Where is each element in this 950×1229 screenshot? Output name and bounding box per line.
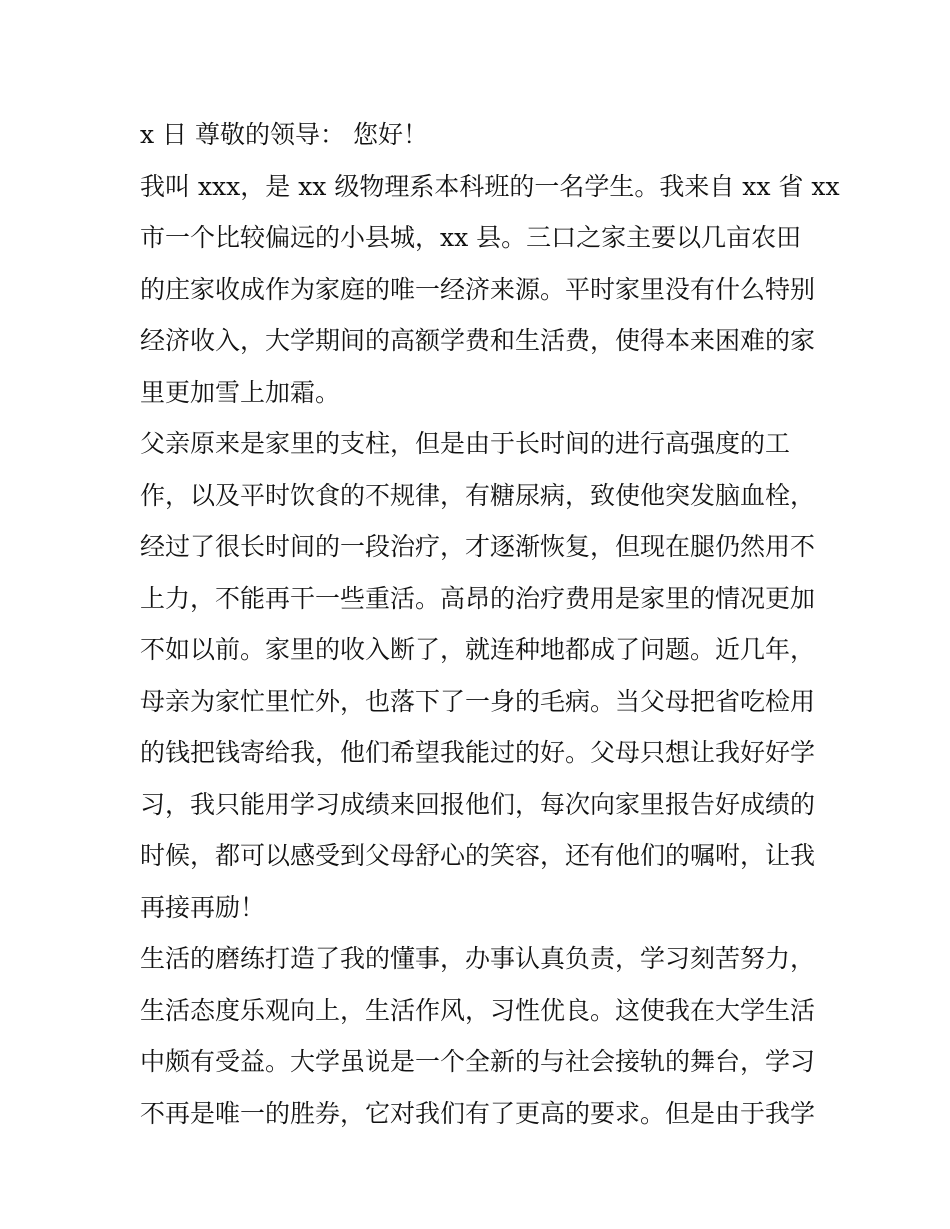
text-line: 的钱把钱寄给我，他们希望我能过的好。父母只想让我好好学 xyxy=(140,738,816,767)
text-line: 的庄家收成作为家庭的唯一经济来源。平时家里没有什么特别 xyxy=(140,274,816,304)
text-line: 经过了很长时间的一段治疗，才逐渐恢复，但现在腿仍然用不 xyxy=(140,532,816,561)
text-line: 生活态度乐观向上，生活作风，习性优良。这使我在大学生活 xyxy=(140,995,816,1025)
text-line: 父亲原来是家里的支柱，但是由于长时间的进行高强度的工 xyxy=(140,429,791,458)
salutation-line: x 日 尊敬的领导： 您好！ xyxy=(140,120,428,149)
text-line: 生活的磨练打造了我的懂事，办事认真负责，学习刻苦努力， xyxy=(140,944,816,973)
text-line: 上力，不能再干一些重活。高昂的治疗费用是家里的情况更加 xyxy=(140,583,816,613)
text-line: 母亲为家忙里忙外，也落下了一身的毛病。当父母把省吃检用 xyxy=(140,686,816,716)
text-line: 再接再励！ xyxy=(140,892,266,922)
text-line: 我叫 xxx，是 xx 级物理系本科班的一名学生。我来自 xx 省 xx xyxy=(140,171,840,201)
text-line: 市一个比较偏远的小县城，xx 县。三口之家主要以几亩农田 xyxy=(140,223,802,252)
text-line: 时候，都可以感受到父母舒心的笑容，还有他们的嘱咐，让我 xyxy=(140,841,816,870)
text-line: 不如以前。家里的收入断了，就连种地都成了问题。近几年， xyxy=(140,635,816,664)
text-line: 习，我只能用学习成绩来回报他们，每次向家里报告好成绩的 xyxy=(140,789,816,819)
text-line: 不再是唯一的胜券，它对我们有了更高的要求。但是由于我学 xyxy=(140,1098,816,1128)
text-line: 作，以及平时饮食的不规律，有糖尿病，致使他突发脑血栓， xyxy=(140,480,816,510)
text-line: 里更加雪上加霜。 xyxy=(140,377,341,407)
text-line: 中颇有受益。大学虽说是一个全新的与社会接轨的舞台，学习 xyxy=(140,1047,816,1076)
text-line: 经济收入，大学期间的高额学费和生活费，使得本来困难的家 xyxy=(140,326,816,355)
letter-body xyxy=(140,109,840,1139)
